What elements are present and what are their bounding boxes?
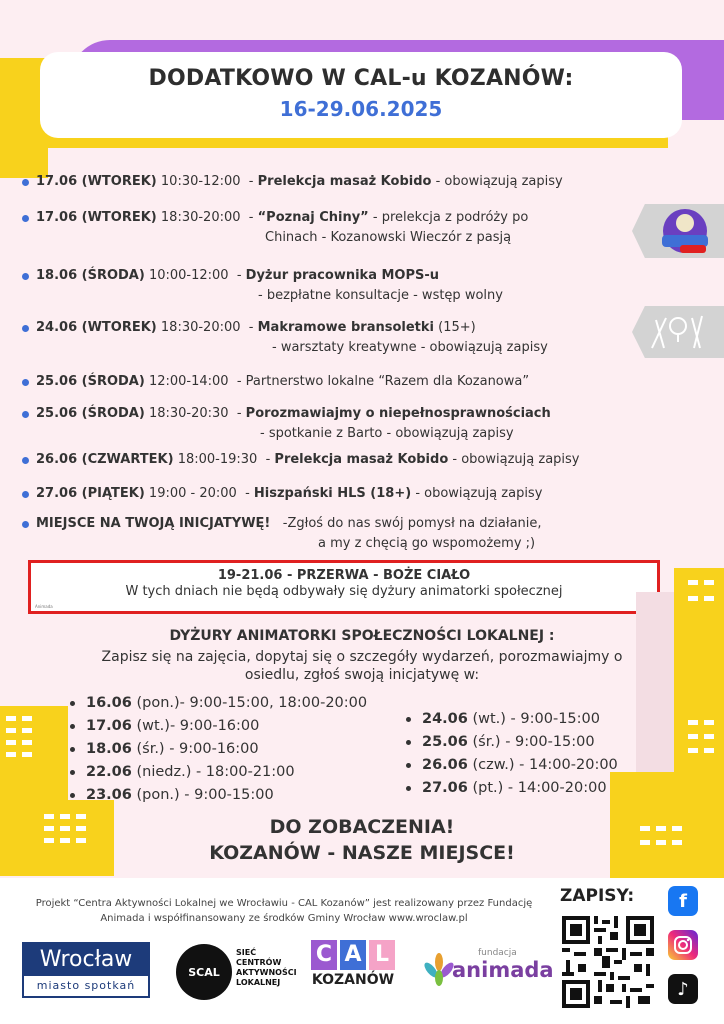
event-title: Prelekcja masaż Kobido — [257, 174, 432, 189]
page-title: DODATKOWO W CAL-u KOZANÓW: — [148, 66, 574, 91]
closing-line-2: KOZANÓW - NASZE MIEJSCE! — [209, 842, 515, 864]
event-note-cont: Chinach - Kozanowski Wieczór z pasją — [265, 230, 512, 245]
event-title: Porozmawiajmy o niepełnosprawnościach — [245, 406, 551, 421]
event-item: 26.06 (CZWARTEK) 18:00-19:30 - Prelekcja masaż Kobido - obowiązują zapisy — [22, 450, 580, 470]
event-title: Prelekcja masaż Kobido — [274, 452, 449, 467]
bullet-icon — [22, 379, 29, 386]
event-time: 18:30-20:00 — [160, 210, 241, 225]
event-item: 17.06 (WTOREK) 10:30-12:00 - Prelekcja masaż Kobido - obowiązują zapisy — [22, 172, 563, 192]
event-note: - obowiązują zapisy — [435, 174, 563, 189]
event-note: - obowiązują zapisy — [415, 486, 543, 501]
event-note-cont: - spotkanie z Barto - obowiązują zapisy — [260, 426, 514, 441]
event-item: 27.06 (PIĄTEK) 19:00 - 20:00 - Hiszpański HLS (18+) - obowiązują zapisy — [22, 484, 542, 504]
cal-letter: A — [340, 940, 366, 970]
signup-label: ZAPISY: — [560, 886, 635, 906]
animada-logo-name: animada — [452, 958, 554, 982]
event-date: 24.06 (WTOREK) — [36, 320, 157, 335]
event-note-cont: a my z chęcią go wspomożemy ;) — [318, 536, 536, 551]
craft-tools-icon — [644, 312, 714, 352]
animator-heading: DYŻURY ANIMATORKI SPOŁECZNOŚCI LOKALNEJ : — [169, 628, 555, 644]
event-title: “Poznaj Chiny” — [257, 210, 369, 225]
event-note: - Partnerstwo lokalne “Razem dla Kozanowa” — [236, 374, 530, 389]
schedule-item: 26.06 (czw.) - 14:00-20:00 — [406, 754, 618, 777]
event-date: 25.06 (ŚRODA) — [36, 406, 145, 421]
event-title: MIEJSCE NA TWOJĄ INICJATYWĘ! — [36, 516, 271, 531]
event-date: 18.06 (ŚRODA) — [36, 268, 145, 283]
schedule-item: 22.06 (niedz.) - 18:00-21:00 — [70, 761, 367, 784]
schedule-item: 24.06 (wt.) - 9:00-15:00 — [406, 708, 618, 731]
event-date: 17.06 (WTOREK) — [36, 174, 157, 189]
schedule-item: 18.06 (śr.) - 9:00-16:00 — [70, 738, 367, 761]
event-time: 18:00-19:30 — [177, 452, 258, 467]
event-time: 18:30-20:30 — [148, 406, 229, 421]
animator-section — [80, 628, 644, 684]
animator-intro: Zapisz się na zajęcia, dopytaj się o szczegóły wydarzeń, porozmawiajmy o osiedlu, zgłoś swoją inicjatywę w: — [101, 649, 623, 683]
schedule-left — [70, 692, 367, 807]
date-range: 16-29.06.2025 — [279, 97, 443, 121]
event-item — [22, 514, 542, 554]
bullet-icon — [22, 521, 29, 528]
bullet-icon — [22, 215, 29, 222]
qr-code[interactable] — [562, 916, 654, 1008]
wieczory-z-pasja-logo — [654, 205, 716, 257]
event-date: 27.06 (PIĄTEK) — [36, 486, 145, 501]
event-title: Hiszpański HLS (18+) — [253, 486, 412, 501]
schedule-right — [406, 708, 618, 800]
schedule-item: 17.06 (wt.)- 9:00-16:00 — [70, 715, 367, 738]
break-tiny-label: Animada — [35, 604, 53, 609]
event-time: 19:00 - 20:00 — [148, 486, 237, 501]
project-info: Projekt “Centra Aktywności Lokalnej we Wrocławiu - CAL Kozanów” jest realizowany przez Fundację Animada i współfinansowany ze środków Gminy Wrocław www.wroclaw.pl — [35, 898, 533, 924]
closing-line-1: DO ZOBACZENIA! — [269, 816, 455, 838]
bullet-icon — [22, 273, 29, 280]
schedule-item: 27.06 (pt.) - 14:00-20:00 — [406, 777, 618, 800]
animada-logo-small: fundacja — [478, 948, 517, 958]
event-title: Makramowe bransoletki — [257, 320, 434, 335]
event-time: 12:00-14:00 — [148, 374, 229, 389]
event-item: 25.06 (ŚRODA) 18:30-20:30 - Porozmawiajmy o niepełnosprawnościach - spotkanie z Barto - obowiązują zapisy — [22, 404, 551, 444]
event-date: 17.06 (WTOREK) — [36, 210, 157, 225]
event-item: 17.06 (WTOREK) 18:30-20:00 - “Poznaj Chiny” - prelekcja z podróży po Chinach - Kozanowski Wieczór z pasją — [22, 208, 528, 248]
schedule-item: 25.06 (śr.) - 9:00-15:00 — [406, 731, 618, 754]
event-title: Dyżur pracownika MOPS-u — [245, 268, 440, 283]
event-note: (15+) — [438, 320, 476, 335]
bullet-icon — [22, 457, 29, 464]
closing-message — [150, 814, 574, 866]
schedule-item: 23.06 (pon.) - 9:00-15:00 — [70, 784, 367, 807]
cal-logo-subtitle: KOZANÓW — [311, 972, 395, 988]
event-note: - obowiązują zapisy — [452, 452, 580, 467]
facebook-icon[interactable]: f — [668, 886, 698, 916]
animada-flower-icon — [424, 952, 454, 992]
scal-logo-text: SIEĆ CENTRÓW AKTYWNOŚCI LOKALNEJ — [236, 948, 297, 987]
event-note: - prelekcja z podróży po — [372, 210, 529, 225]
tiktok-icon[interactable]: ♪ — [668, 974, 698, 1004]
event-time: 18:30-20:00 — [160, 320, 241, 335]
cal-kozanow-logo — [306, 940, 400, 1000]
event-note: -Zgłoś do nas swój pomysł na działanie, — [282, 516, 542, 531]
break-subtitle: W tych dniach nie będą odbywały się dyżury animatorki społecznej — [125, 584, 563, 599]
wroclaw-logo-title: Wrocław — [24, 944, 148, 976]
wroclaw-logo — [22, 942, 150, 998]
title-card — [40, 52, 682, 138]
holiday-break-notice — [28, 560, 660, 614]
event-item: 24.06 (WTOREK) 18:30-20:00 - Makramowe bransoletki (15+) - warsztaty kreatywne - obowiązują zapisy — [22, 318, 548, 358]
scal-logo: SCAL — [176, 944, 232, 1000]
event-item — [22, 372, 529, 392]
cal-letter: L — [369, 940, 395, 970]
bullet-icon — [22, 179, 29, 186]
bullet-icon — [22, 411, 29, 418]
event-date: 26.06 (CZWARTEK) — [36, 452, 174, 467]
event-note-cont: - bezpłatne konsultacje - wstęp wolny — [258, 288, 503, 303]
event-item: 18.06 (ŚRODA) 10:00-12:00 - Dyżur pracownika MOPS-u - bezpłatne konsultacje - wstęp wolny — [22, 266, 503, 306]
event-time: 10:30-12:00 — [160, 174, 241, 189]
event-note-cont: - warsztaty kreatywne - obowiązują zapisy — [272, 340, 548, 355]
bullet-icon — [22, 491, 29, 498]
break-title: 19-21.06 - PRZERWA - BOŻE CIAŁO — [217, 568, 471, 583]
instagram-icon[interactable] — [668, 930, 698, 960]
wroclaw-logo-subtitle: miasto spotkań — [36, 979, 136, 992]
event-time: 10:00-12:00 — [148, 268, 229, 283]
cal-letter: C — [311, 940, 337, 970]
animada-logo — [424, 944, 554, 1000]
bullet-icon — [22, 325, 29, 332]
decor-building-right-2 — [610, 772, 688, 878]
event-date: 25.06 (ŚRODA) — [36, 374, 145, 389]
schedule-item: 16.06 (pon.)- 9:00-15:00, 18:00-20:00 — [70, 692, 367, 715]
